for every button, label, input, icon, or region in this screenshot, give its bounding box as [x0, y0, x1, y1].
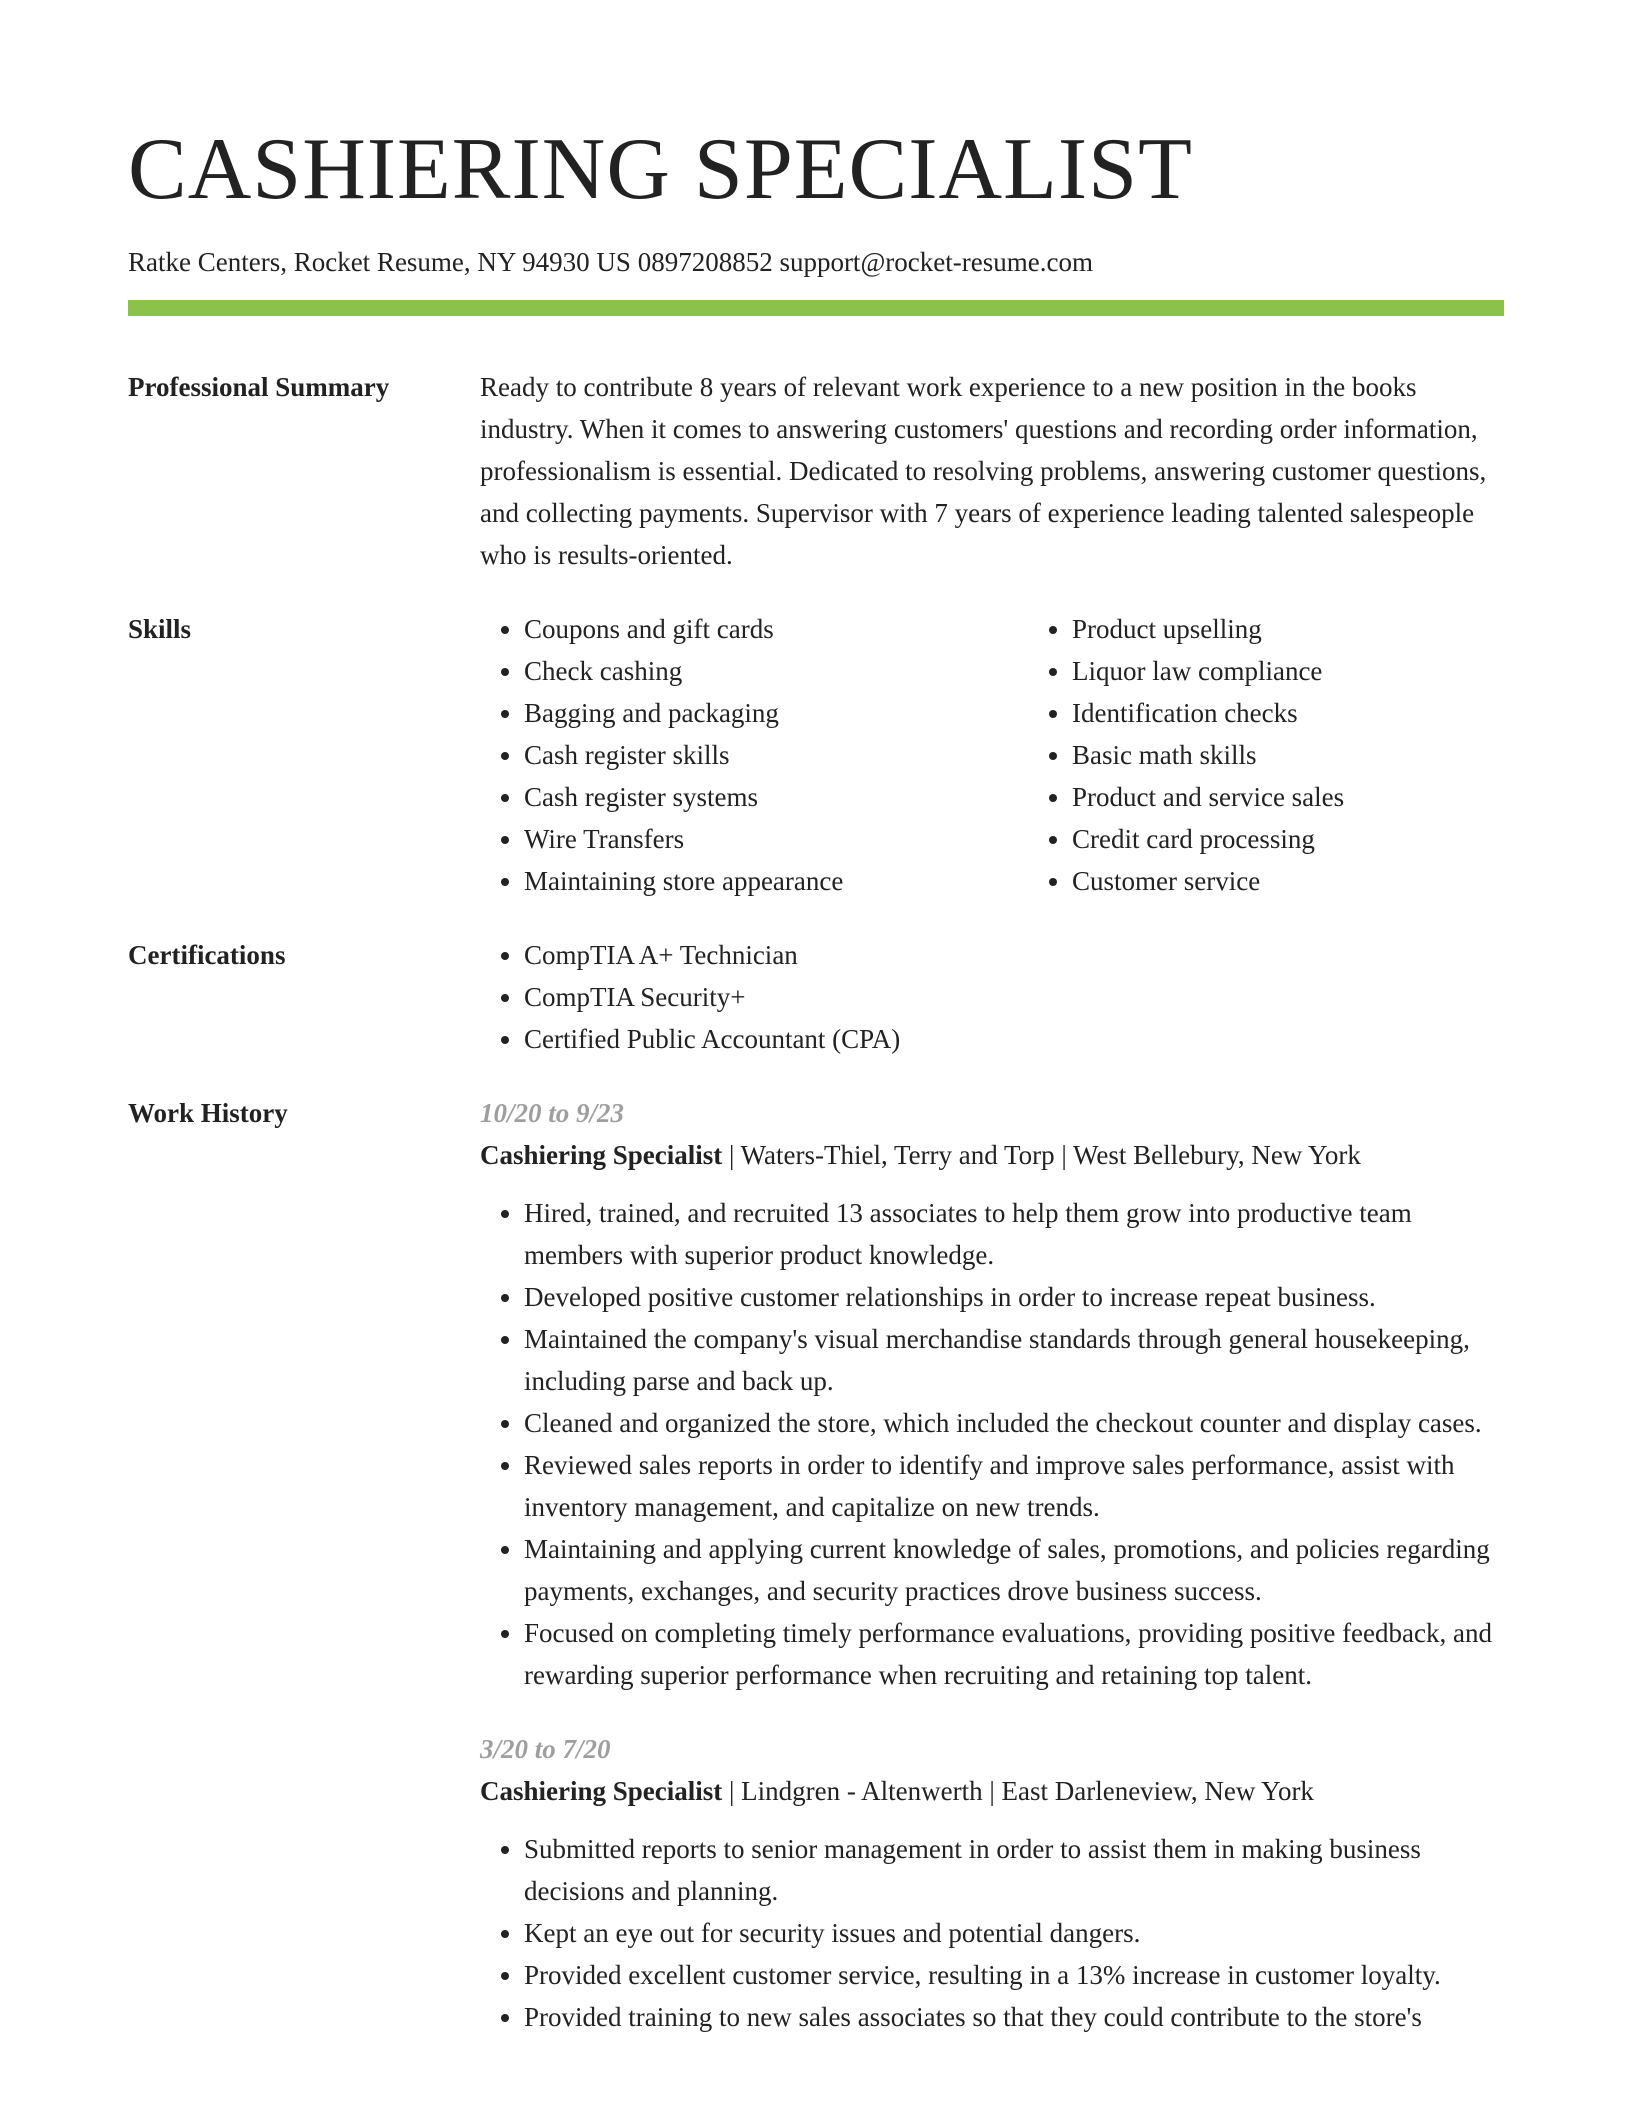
work-history-heading: Work History [128, 1098, 288, 1128]
job-heading [480, 1770, 1504, 1812]
job-heading [480, 1134, 1504, 1176]
job-dates: 10/20 to 9/23 [480, 1098, 625, 1128]
contact-line [128, 244, 1504, 280]
summary-section [128, 366, 1504, 576]
job-bullet: • Cleaned and organized the store, which included the checkout counter and display cases. [524, 1402, 1504, 1444]
job-bullet: • Focused on completing timely performance evaluations, providing positive feedback, and rewarding superior performance when recruiting and retaining top talent. [524, 1612, 1504, 1696]
skill-item: • Basic math skills [1072, 734, 1588, 776]
header-accent-rule [128, 300, 1504, 316]
summary-heading: Professional Summary [128, 372, 390, 402]
job-bullet: • Hired, trained, and recruited 13 associates to help them grow into productive team members with superior product knowledge. [524, 1192, 1504, 1276]
skill-item: • Identification checks [1072, 692, 1588, 734]
certification-item: • Certified Public Accountant (CPA) [524, 1018, 1504, 1060]
certifications-section [128, 934, 1504, 1060]
job-bullet: • Developed positive customer relationships in order to increase repeat business. [524, 1276, 1504, 1318]
job-details: | Waters-Thiel, Terry and Torp | West Bellebury, New York [722, 1140, 1361, 1170]
skill-item: • Liquor law compliance [1072, 650, 1588, 692]
job-entry [480, 1728, 1504, 2038]
skills-section [128, 608, 1504, 902]
skill-item: • Wire Transfers [524, 818, 1028, 860]
certifications-body [480, 934, 1504, 1060]
job-bullet: • Kept an eye out for security issues and potential dangers. [524, 1912, 1504, 1954]
job-bullet: • Provided training to new sales associates so that they could contribute to the store's [524, 1996, 1504, 2038]
skill-item: • Coupons and gift cards [524, 608, 1028, 650]
skill-item: • Credit card processing [1072, 818, 1588, 860]
job-title: Cashiering Specialist [480, 1140, 723, 1170]
job-title: Cashiering Specialist [480, 1776, 723, 1806]
job-bullets [480, 1828, 1504, 2038]
skills-list-left [480, 608, 1028, 902]
certifications-list [480, 934, 1504, 1060]
job-bullet: • Submitted reports to senior management in order to assist them in making business decisions and planning. [524, 1828, 1504, 1912]
contact-address: Ratke Centers, Rocket Resume, NY 94930 US [128, 247, 631, 277]
job-bullet: • Provided excellent customer service, resulting in a 13% increase in customer loyalty. [524, 1954, 1504, 1996]
skill-item: • Product upselling [1072, 608, 1588, 650]
job-bullet: • Reviewed sales reports in order to identify and improve sales performance, assist with inventory management, and capitalize on new trends. [524, 1444, 1504, 1528]
contact-phone: 0897208852 [637, 247, 773, 277]
contact-email: support@rocket-resume.com [779, 247, 1093, 277]
work-history-body [480, 1092, 1504, 2038]
skill-item: • Product and service sales [1072, 776, 1588, 818]
skills-list-right [1028, 608, 1588, 902]
job-dates: 3/20 to 7/20 [480, 1734, 611, 1764]
skill-item: • Maintaining store appearance [524, 860, 1028, 902]
certification-item: • CompTIA A+ Technician [524, 934, 1504, 976]
job-entry [480, 1092, 1504, 1696]
summary-text: Ready to contribute 8 years of relevant work experience to a new position in the books industry. When it comes to answering customers' questions and recording order information, professionalism is essential. Dedicated to resolving problems, answering customer questions, and collecting payments. Supervisor with 7 years of experience leading talented salespeople who is results-oriented. [480, 372, 1487, 570]
resume-name: CASHIERING SPECIALIST [128, 121, 1193, 218]
skill-item: • Cash register systems [524, 776, 1028, 818]
job-bullet: • Maintained the company's visual merchandise standards through general housekeeping, including parse and back up. [524, 1318, 1504, 1402]
skills-heading: Skills [128, 614, 192, 644]
skill-item: • Cash register skills [524, 734, 1028, 776]
certification-item: • CompTIA Security+ [524, 976, 1504, 1018]
skill-item: • Customer service [1072, 860, 1588, 902]
job-details: | Lindgren - Altenwerth | East Darleneview, New York [722, 1776, 1314, 1806]
certifications-heading: Certifications [128, 940, 286, 970]
skills-columns [480, 608, 1588, 902]
job-bullet: • Maintaining and applying current knowledge of sales, promotions, and policies regarding payments, exchanges, and security practices drove business success. [524, 1528, 1504, 1612]
work-history-section [128, 1092, 1504, 2038]
job-bullets [480, 1192, 1504, 1696]
skill-item: • Check cashing [524, 650, 1028, 692]
skill-item: • Bagging and packaging [524, 692, 1028, 734]
